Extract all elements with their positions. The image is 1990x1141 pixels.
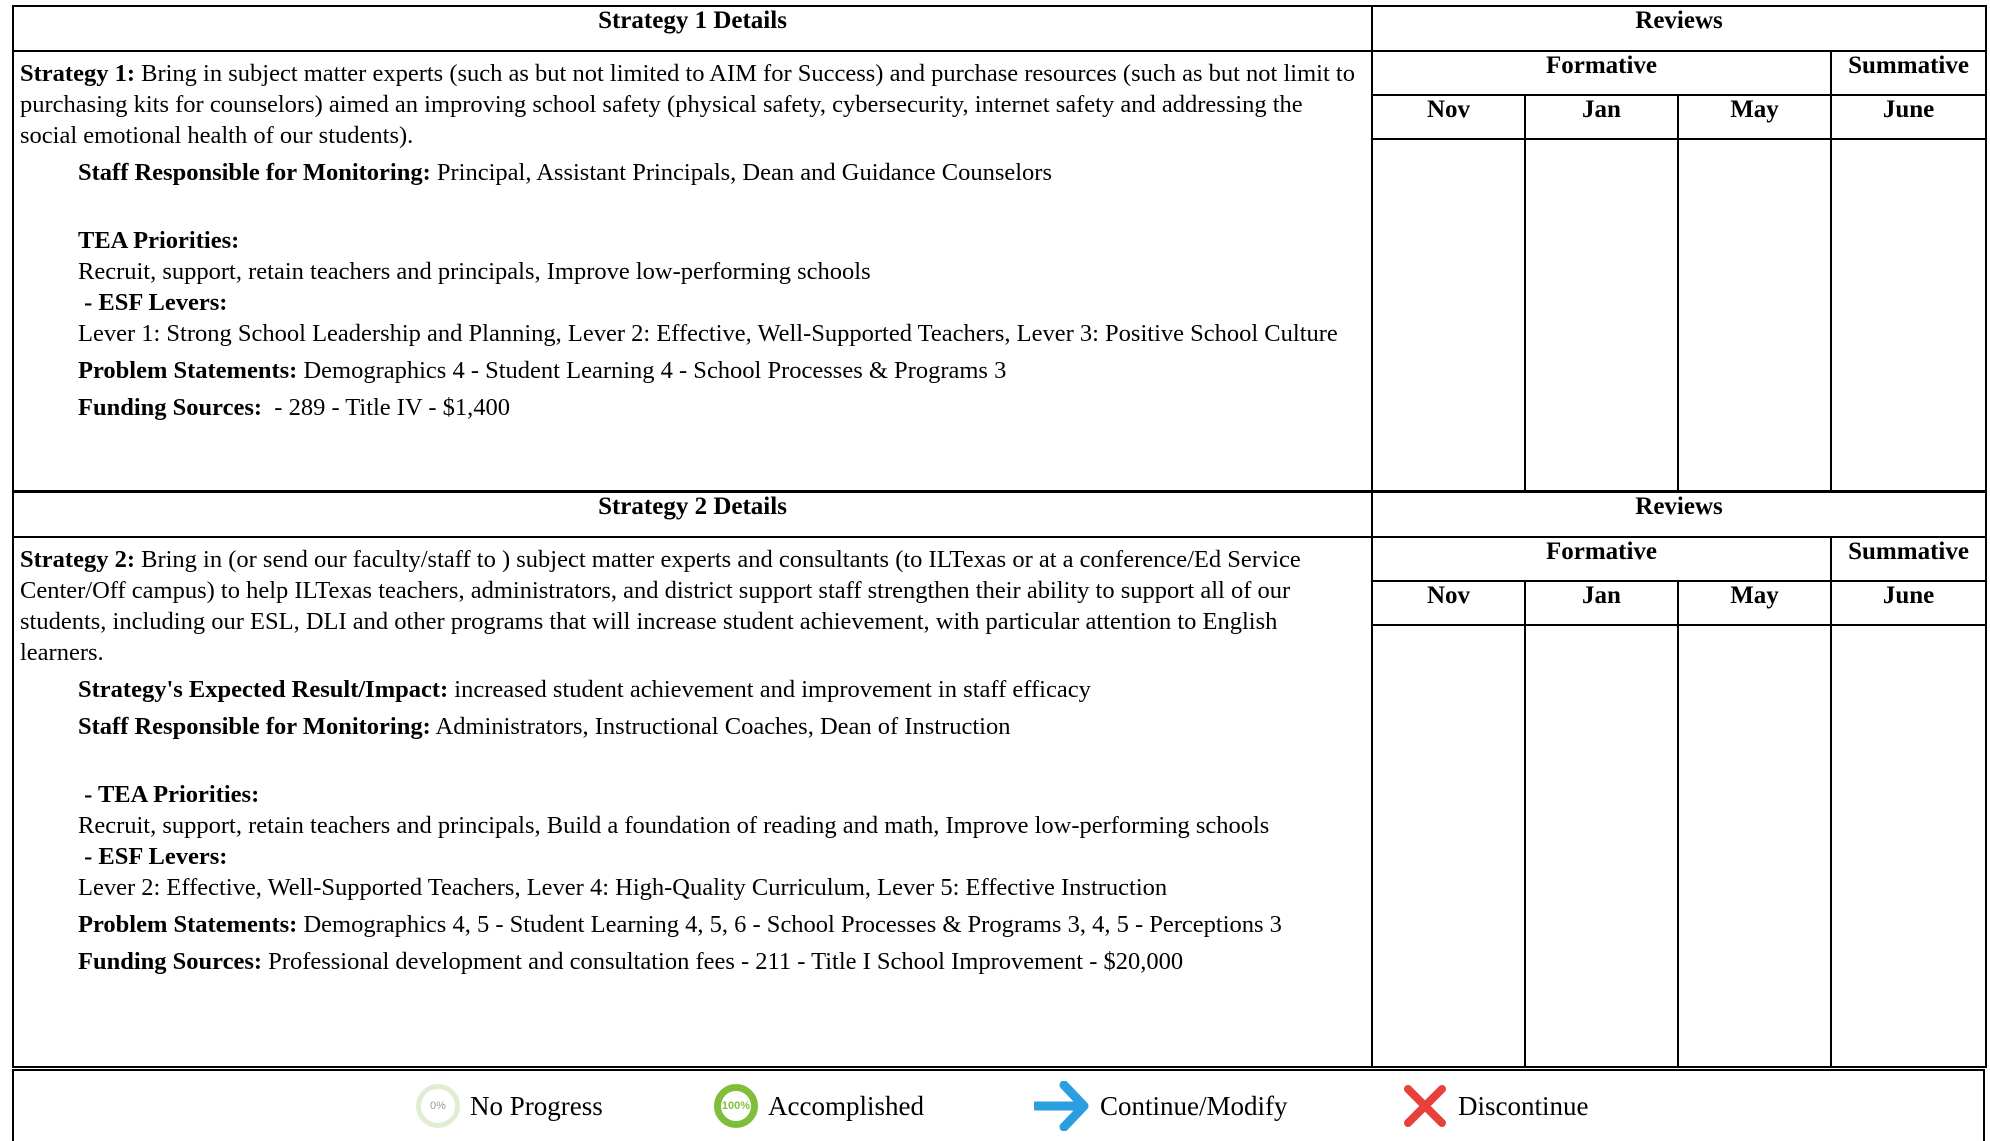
review-cell-june[interactable]	[1831, 625, 1986, 1067]
continue-label: Continue/Modify	[1100, 1090, 1288, 1121]
staff-monitoring: Staff Responsible for Monitoring: Administrators, Instructional Coaches, Dean of Instruction	[78, 713, 1011, 740]
esf-levers: Lever 2: Effective, Well-Supported Teachers, Lever 4: High-Quality Curriculum, Lever 5: Effective Instruction	[78, 874, 1168, 901]
strategy-details-cell	[13, 537, 1372, 1067]
month-may: May	[1678, 95, 1831, 139]
strategy-title: Strategy 2:	[20, 546, 135, 573]
review-cell-may[interactable]	[1678, 625, 1831, 1067]
legend-continue	[1034, 1081, 1288, 1131]
funding-sources: Funding Sources: - 289 - Title IV - $1,400	[78, 394, 510, 421]
no-progress-icon: 0%	[416, 1084, 460, 1128]
month-jan: Jan	[1525, 95, 1678, 139]
summative-header: Summative	[1831, 537, 1986, 581]
month-nov: Nov	[1372, 581, 1525, 625]
tea-priorities-label: TEA Priorities:	[78, 227, 240, 254]
tea-priorities: Recruit, support, retain teachers and principals, Improve low-performing schools	[78, 258, 871, 285]
month-may: May	[1678, 581, 1831, 625]
expected-result: Strategy's Expected Result/Impact: increased student achievement and improvement in staff efficacy	[78, 676, 1091, 703]
month-june: June	[1831, 581, 1986, 625]
continue-arrow-icon	[1034, 1081, 1090, 1131]
discontinue-label: Discontinue	[1458, 1090, 1589, 1121]
summative-header: Summative	[1831, 51, 1986, 95]
esf-levers-label: - ESF Levers:	[78, 289, 228, 316]
strategy-1-table	[12, 5, 1987, 492]
accomplished-icon: 100%	[714, 1084, 758, 1128]
problem-statements: Problem Statements: Demographics 4 - Student Learning 4 - School Processes & Programs 3	[78, 357, 1007, 384]
legend-no-progress	[416, 1081, 603, 1131]
month-jan: Jan	[1525, 581, 1678, 625]
review-cell-nov[interactable]	[1372, 625, 1525, 1067]
review-cell-jan[interactable]	[1525, 139, 1678, 491]
review-cell-may[interactable]	[1678, 139, 1831, 491]
accomplished-label: Accomplished	[768, 1090, 924, 1121]
month-june: June	[1831, 95, 1986, 139]
discontinue-x-icon	[1402, 1083, 1448, 1129]
strategy-details-header: Strategy 1 Details	[13, 6, 1372, 51]
strategy-description: Strategy 1: Bring in subject matter experts (such as but not limited to AIM for Success) and purchase resources (such as but not limit to purchasing kits for counselors) aimed an improving school safety (physical safety, cybersecurity, internet safety and addressing the social emotional health of our students).	[20, 60, 1355, 149]
strategy-2-table	[12, 491, 1987, 1068]
reviews-header: Reviews	[1372, 6, 1986, 51]
reviews-header: Reviews	[1372, 492, 1986, 537]
problem-statements: Problem Statements: Demographics 4, 5 - Student Learning 4, 5, 6 - School Processes & Programs 3, 4, 5 - Perceptions 3	[78, 911, 1282, 938]
funding-sources: Funding Sources: Professional development and consultation fees - 211 - Title I School Improvement - $20,000	[78, 948, 1184, 975]
strategy-description: Strategy 2: Bring in (or send our faculty/staff to ) subject matter experts and consultants (to ILTexas or at a conference/Ed Service Center/Off campus) to help ILTexas teachers, administrators, and district support staff strengthen their ability to support all of our students, including our ESL, DLI and other programs that will increase student achievement, with particular attention to English learners.	[20, 546, 1301, 666]
review-cell-june[interactable]	[1831, 139, 1986, 491]
esf-levers-label: - ESF Levers:	[78, 843, 228, 870]
month-nov: Nov	[1372, 95, 1525, 139]
review-cell-nov[interactable]	[1372, 139, 1525, 491]
no-progress-label: No Progress	[470, 1090, 603, 1121]
legend-discontinue	[1402, 1081, 1588, 1131]
strategy-title: Strategy 1:	[20, 60, 135, 87]
formative-header: Formative	[1372, 537, 1831, 581]
review-cell-jan[interactable]	[1525, 625, 1678, 1067]
strategy-details-header: Strategy 2 Details	[13, 492, 1372, 537]
legend	[12, 1069, 1985, 1141]
esf-levers: Lever 1: Strong School Leadership and Planning, Lever 2: Effective, Well-Supported Teachers, Lever 3: Positive School Culture	[78, 320, 1338, 347]
staff-monitoring: Staff Responsible for Monitoring: Principal, Assistant Principals, Dean and Guidance Counselors	[78, 159, 1052, 186]
formative-header: Formative	[1372, 51, 1831, 95]
tea-priorities-label: - TEA Priorities:	[78, 781, 260, 808]
legend-accomplished	[714, 1081, 924, 1131]
strategy-details-cell	[13, 51, 1372, 491]
tea-priorities: Recruit, support, retain teachers and principals, Build a foundation of reading and math, Improve low-performing schools	[78, 812, 1270, 839]
